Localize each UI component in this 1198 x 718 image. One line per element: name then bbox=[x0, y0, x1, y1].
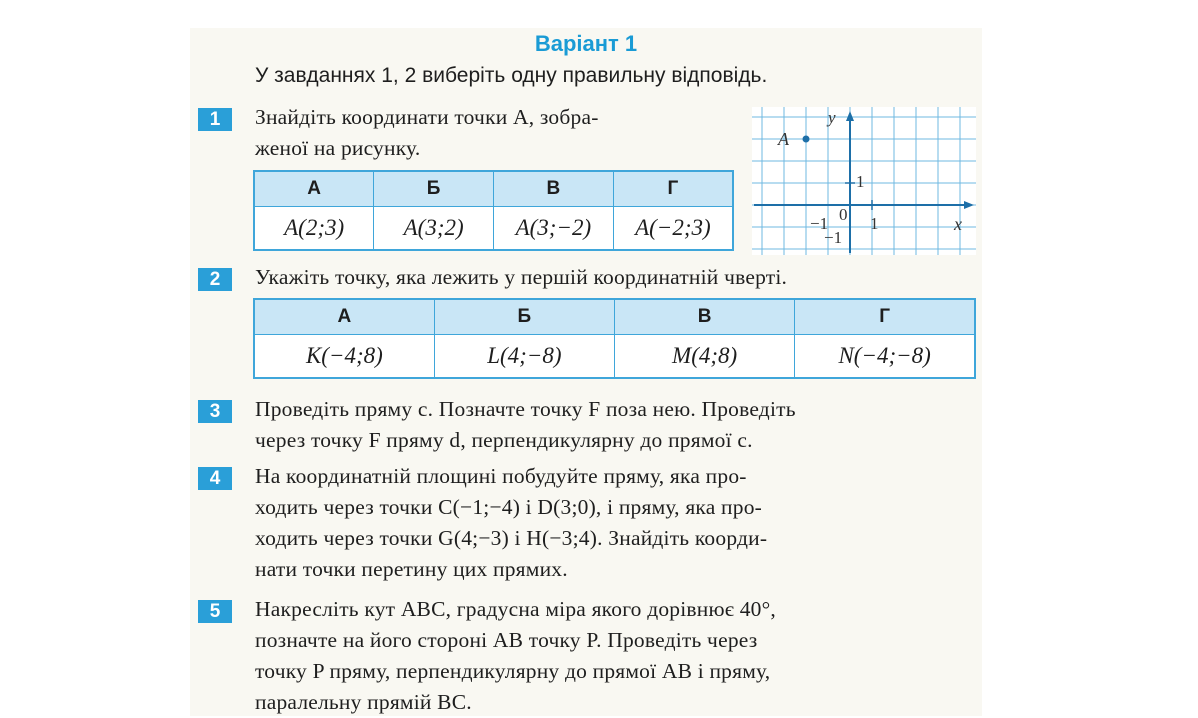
point-a-label: A bbox=[778, 129, 789, 149]
x-neg-tick-label: −1 bbox=[810, 214, 829, 233]
y-neg-tick-label: −1 bbox=[824, 228, 843, 247]
task-text-line: паралельну прямій BC. bbox=[255, 690, 472, 714]
y-axis-arrow-icon bbox=[846, 111, 854, 121]
task-text-line: ходить через точки C(−1;−4) і D(3;0), і пряму, яка про- bbox=[255, 495, 763, 519]
y-axis-label: y bbox=[828, 108, 836, 127]
x-axis-arrow-icon bbox=[964, 201, 974, 209]
task-text-line: Укажіть точку, яка лежить у першій координатній чверті. bbox=[255, 265, 788, 289]
task-text-line: через точку F пряму d, перпендикулярну до прямої c. bbox=[255, 428, 753, 452]
task-number-badge: 5 bbox=[198, 600, 232, 623]
answer-option[interactable]: K(−4;8) bbox=[254, 335, 434, 379]
task-text-line: Знайдіть координати точки A, зобра- bbox=[255, 105, 599, 129]
answer-option[interactable]: A(2;3) bbox=[254, 207, 374, 251]
answer-option[interactable]: M(4;8) bbox=[615, 335, 795, 379]
answer-letter: Г bbox=[795, 299, 975, 335]
task-text-line: позначте на його стороні AB точку P. Проведіть через bbox=[255, 628, 758, 652]
answer-option[interactable]: A(3;−2) bbox=[494, 207, 614, 251]
task-number-badge: 2 bbox=[198, 268, 232, 291]
task-text-line: нати точки перетину цих прямих. bbox=[255, 557, 568, 581]
answer-letter: В bbox=[494, 171, 614, 207]
task-4-text bbox=[255, 461, 767, 585]
answer-option[interactable]: A(−2;3) bbox=[613, 207, 733, 251]
answer-letter: Б bbox=[374, 171, 494, 207]
answer-option[interactable]: A(3;2) bbox=[374, 207, 494, 251]
instruction-text: У завданнях 1, 2 виберіть одну правильну відповідь. bbox=[255, 64, 768, 87]
task-3-text bbox=[255, 394, 796, 456]
coordinate-plane bbox=[752, 107, 976, 255]
answer-letter: В bbox=[615, 299, 795, 335]
point-a-marker bbox=[803, 136, 810, 143]
y-tick-label: 1 bbox=[856, 172, 865, 191]
x-tick-label: 1 bbox=[870, 214, 879, 233]
answer-letter: А bbox=[254, 171, 374, 207]
task-text-line: женої на рисунку. bbox=[255, 136, 421, 160]
answer-table-1 bbox=[253, 170, 734, 251]
coordinate-grid-figure bbox=[752, 107, 976, 255]
task-text-line: Проведіть пряму c. Позначте точку F поза нею. Проведіть bbox=[255, 397, 796, 421]
x-axis-label: x bbox=[954, 214, 962, 234]
task-text-line: На координатній площині побудуйте пряму, яка про- bbox=[255, 464, 747, 488]
task-number-badge: 4 bbox=[198, 467, 232, 490]
task-5-text bbox=[255, 594, 776, 718]
task-text-line: Накресліть кут ABC, градусна міра якого дорівнює 40°, bbox=[255, 597, 777, 621]
answer-option[interactable]: N(−4;−8) bbox=[795, 335, 975, 379]
task-number-badge: 1 bbox=[198, 108, 232, 131]
answer-letter: Г bbox=[613, 171, 733, 207]
origin-label: 0 bbox=[839, 205, 848, 224]
task-text-line: точку P пряму, перпендикулярну до прямої AB і пряму, bbox=[255, 659, 771, 683]
answer-option[interactable]: L(4;−8) bbox=[434, 335, 614, 379]
task-2-text bbox=[255, 262, 787, 293]
task-1-text bbox=[255, 102, 599, 164]
variant-title: Варіант 1 bbox=[534, 31, 638, 56]
answer-letter: А bbox=[254, 299, 434, 335]
task-number-badge: 3 bbox=[198, 400, 232, 423]
task-text-line: ходить через точки G(4;−3) і H(−3;4). Знайдіть коорди- bbox=[255, 526, 768, 550]
answer-table-2 bbox=[253, 298, 976, 379]
answer-letter: Б bbox=[434, 299, 614, 335]
